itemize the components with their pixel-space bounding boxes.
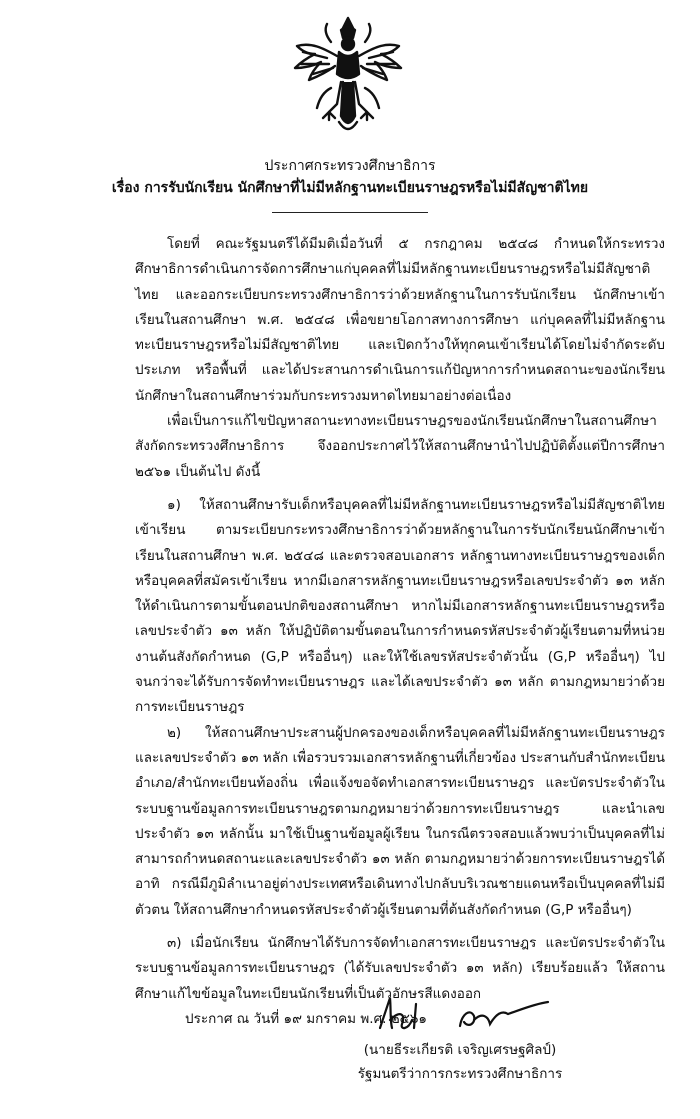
handwritten-signature <box>350 990 620 1040</box>
document-body <box>135 232 665 1032</box>
subject-line: เรื่อง การรับนักเรียน นักศึกษาที่ไม่มีหลักฐานทะเบียนราษฎรหรือไม่มีสัญชาติไทย <box>111 180 589 196</box>
paragraph-purpose: เพื่อเป็นการแก้ไขปัญหาสถานะทางทะเบียนราษฎรของนักเรียนนักศึกษาในสถานศึกษาสังกัดกระทรวงศึกษาธิการ จึงออกประกาศไว้ให้สถานศึกษานำไปปฏิบัติตั้งแต่ปีการศึกษา ๒๕๖๑ เป็นต้นไป ดังนี้ <box>135 413 665 480</box>
title-divider <box>272 212 428 213</box>
clause-1: ๑) ให้สถานศึกษารับเด็กหรือบุคคลที่ไม่มีหลักฐานทะเบียนราษฎรหรือไม่มีสัญชาติไทยเข้าเรียน ตามระเบียบกระทรวงศึกษาธิการว่าด้วยหลักฐานในการรับนักเรียนนักศึกษาเข้าเรียนในสถานศึกษา พ.ศ. ๒๕๔๘ และตรวจสอบเอกสาร หลักฐานทางทะเบียนราษฎรของเด็กหรือบุคคลที่สมัครเข้าเรียน หากมีเอกสารหลักฐานทะเบียนราษฎรหรือเลขประจำตัว ๑๓ หลัก ให้ดำเนินการตามขั้นตอนปกติของสถานศึกษา หากไม่มีเอกสารหลักฐานทะเบียนราษฎรหรือเลขประจำตัว ๑๓ หลัก ให้ปฏิบัติตามขั้นตอนในการกำหนดรหัสประจำตัวผู้เรียนตามที่หน่วยงานต้นสังกัดกำหนด (G,P หรืออื่นๆ) และให้ใช้เลขรหัสประจำตัวนั้น (G,P หรืออื่นๆ) ไปจนกว่าจะได้รับการจัดทำทะเบียนราษฎร และได้เลขประจำตัว ๑๓ หลัก ตามกฎหมายว่าด้วยการทะเบียนราษฎร <box>135 496 665 716</box>
signatory-position: รัฐมนตรีว่าการกระทรวงศึกษาธิการ <box>357 1066 563 1082</box>
garuda-emblem-icon <box>283 12 413 142</box>
clause-3: ๓) เมื่อนักเรียน นักศึกษาได้รับการจัดทำเอกสารทะเบียนราษฎร และบัตรประจำตัวในระบบฐานข้อมูลการทะเบียนราษฎร (ได้รับเลขประจำตัว ๑๓ หลัก) เรียบร้อยแล้ว ให้สถานศึกษาแก้ไขข้อมูลในทะเบียนนักเรียนที่เป็นตัวอักษรสีแดงออก <box>135 935 665 1002</box>
ministry-announcement-title: ประกาศกระทรวงศึกษาธิการ <box>264 158 436 174</box>
clause-2: ๒) ให้สถานศึกษาประสานผู้ปกครองของเด็กหรือบุคคลที่ไม่มีหลักฐานทะเบียนราษฎรและเลขประจำตัว ๑๓ หลัก เพื่อรวบรวมเอกสารหลักฐานที่เกี่ยวข้อง ประสานกับสำนักทะเบียนอำเภอ/สำนักทะเบียนท้องถิ่น เพื่อแจ้งขอจัดทำเอกสารทะเบียนราษฎร และบัตรประจำตัวในระบบฐานข้อมูลการทะเบียนราษฎรตามกฎหมายว่าด้วยการทะเบียนราษฎร และนำเลขประจำตัว ๑๓ หลักนั้น มาใช้เป็นฐานข้อมูลผู้เรียน ในกรณีตรวจสอบแล้วพบว่าเป็นบุคคลที่ไม่สามารถกำหนดสถานะและเลขประจำตัว ๑๓ หลัก ตามกฎหมายว่าด้วยการทะเบียนราษฎรได้ อาทิ กรณีมีภูมิลำเนาอยู่ต่างประเทศหรือเดินทางไปกลับบริเวณชายแดนหรือเป็นบุคคลที่ไม่มีตัวตน ให้สถานศึกษากำหนดรหัสประจำตัวผู้เรียนตามที่ต้นสังกัดกำหนด (G,P หรืออื่นๆ) <box>135 724 665 918</box>
paragraph-preamble: โดยที่ คณะรัฐมนตรีได้มีมติเมื่อวันที่ ๕ กรกฎาคม ๒๕๔๘ กำหนดให้กระทรวงศึกษาธิการดำเนินการจัดการศึกษาแก่บุคคลที่ไม่มีหลักฐานทะเบียนราษฎรหรือไม่มีสัญชาติไทย และออกระเบียบกระทรวงศึกษาธิการว่าด้วยหลักฐานในการรับนักเรียน นักศึกษาเข้าเรียนในสถานศึกษา พ.ศ. ๒๕๔๘ เพื่อขยายโอกาสทางการศึกษา แก่บุคคลที่ไม่มีหลักฐานทะเบียนราษฎรหรือไม่มีสัญชาติไทย และเปิดกว้างให้ทุกคนเข้าเรียนได้โดยไม่จำกัดระดับ ประเภท หรือพื้นที่ และได้ประสานการดำเนินการแก้ปัญหาการกำหนดสถานะของนักเรียน นักศึกษาในสถานศึกษาร่วมกับกระทรวงมหาดไทยมาอย่างต่อเนื่อง <box>135 236 665 404</box>
signatory-name: (นายธีระเกียรติ เจริญเศรษฐศิลป์) <box>363 1042 557 1058</box>
announcement-date: ประกาศ ณ วันที่ ๑๙ มกราคม พ.ศ. ๒๕๖๑ <box>185 1010 427 1027</box>
